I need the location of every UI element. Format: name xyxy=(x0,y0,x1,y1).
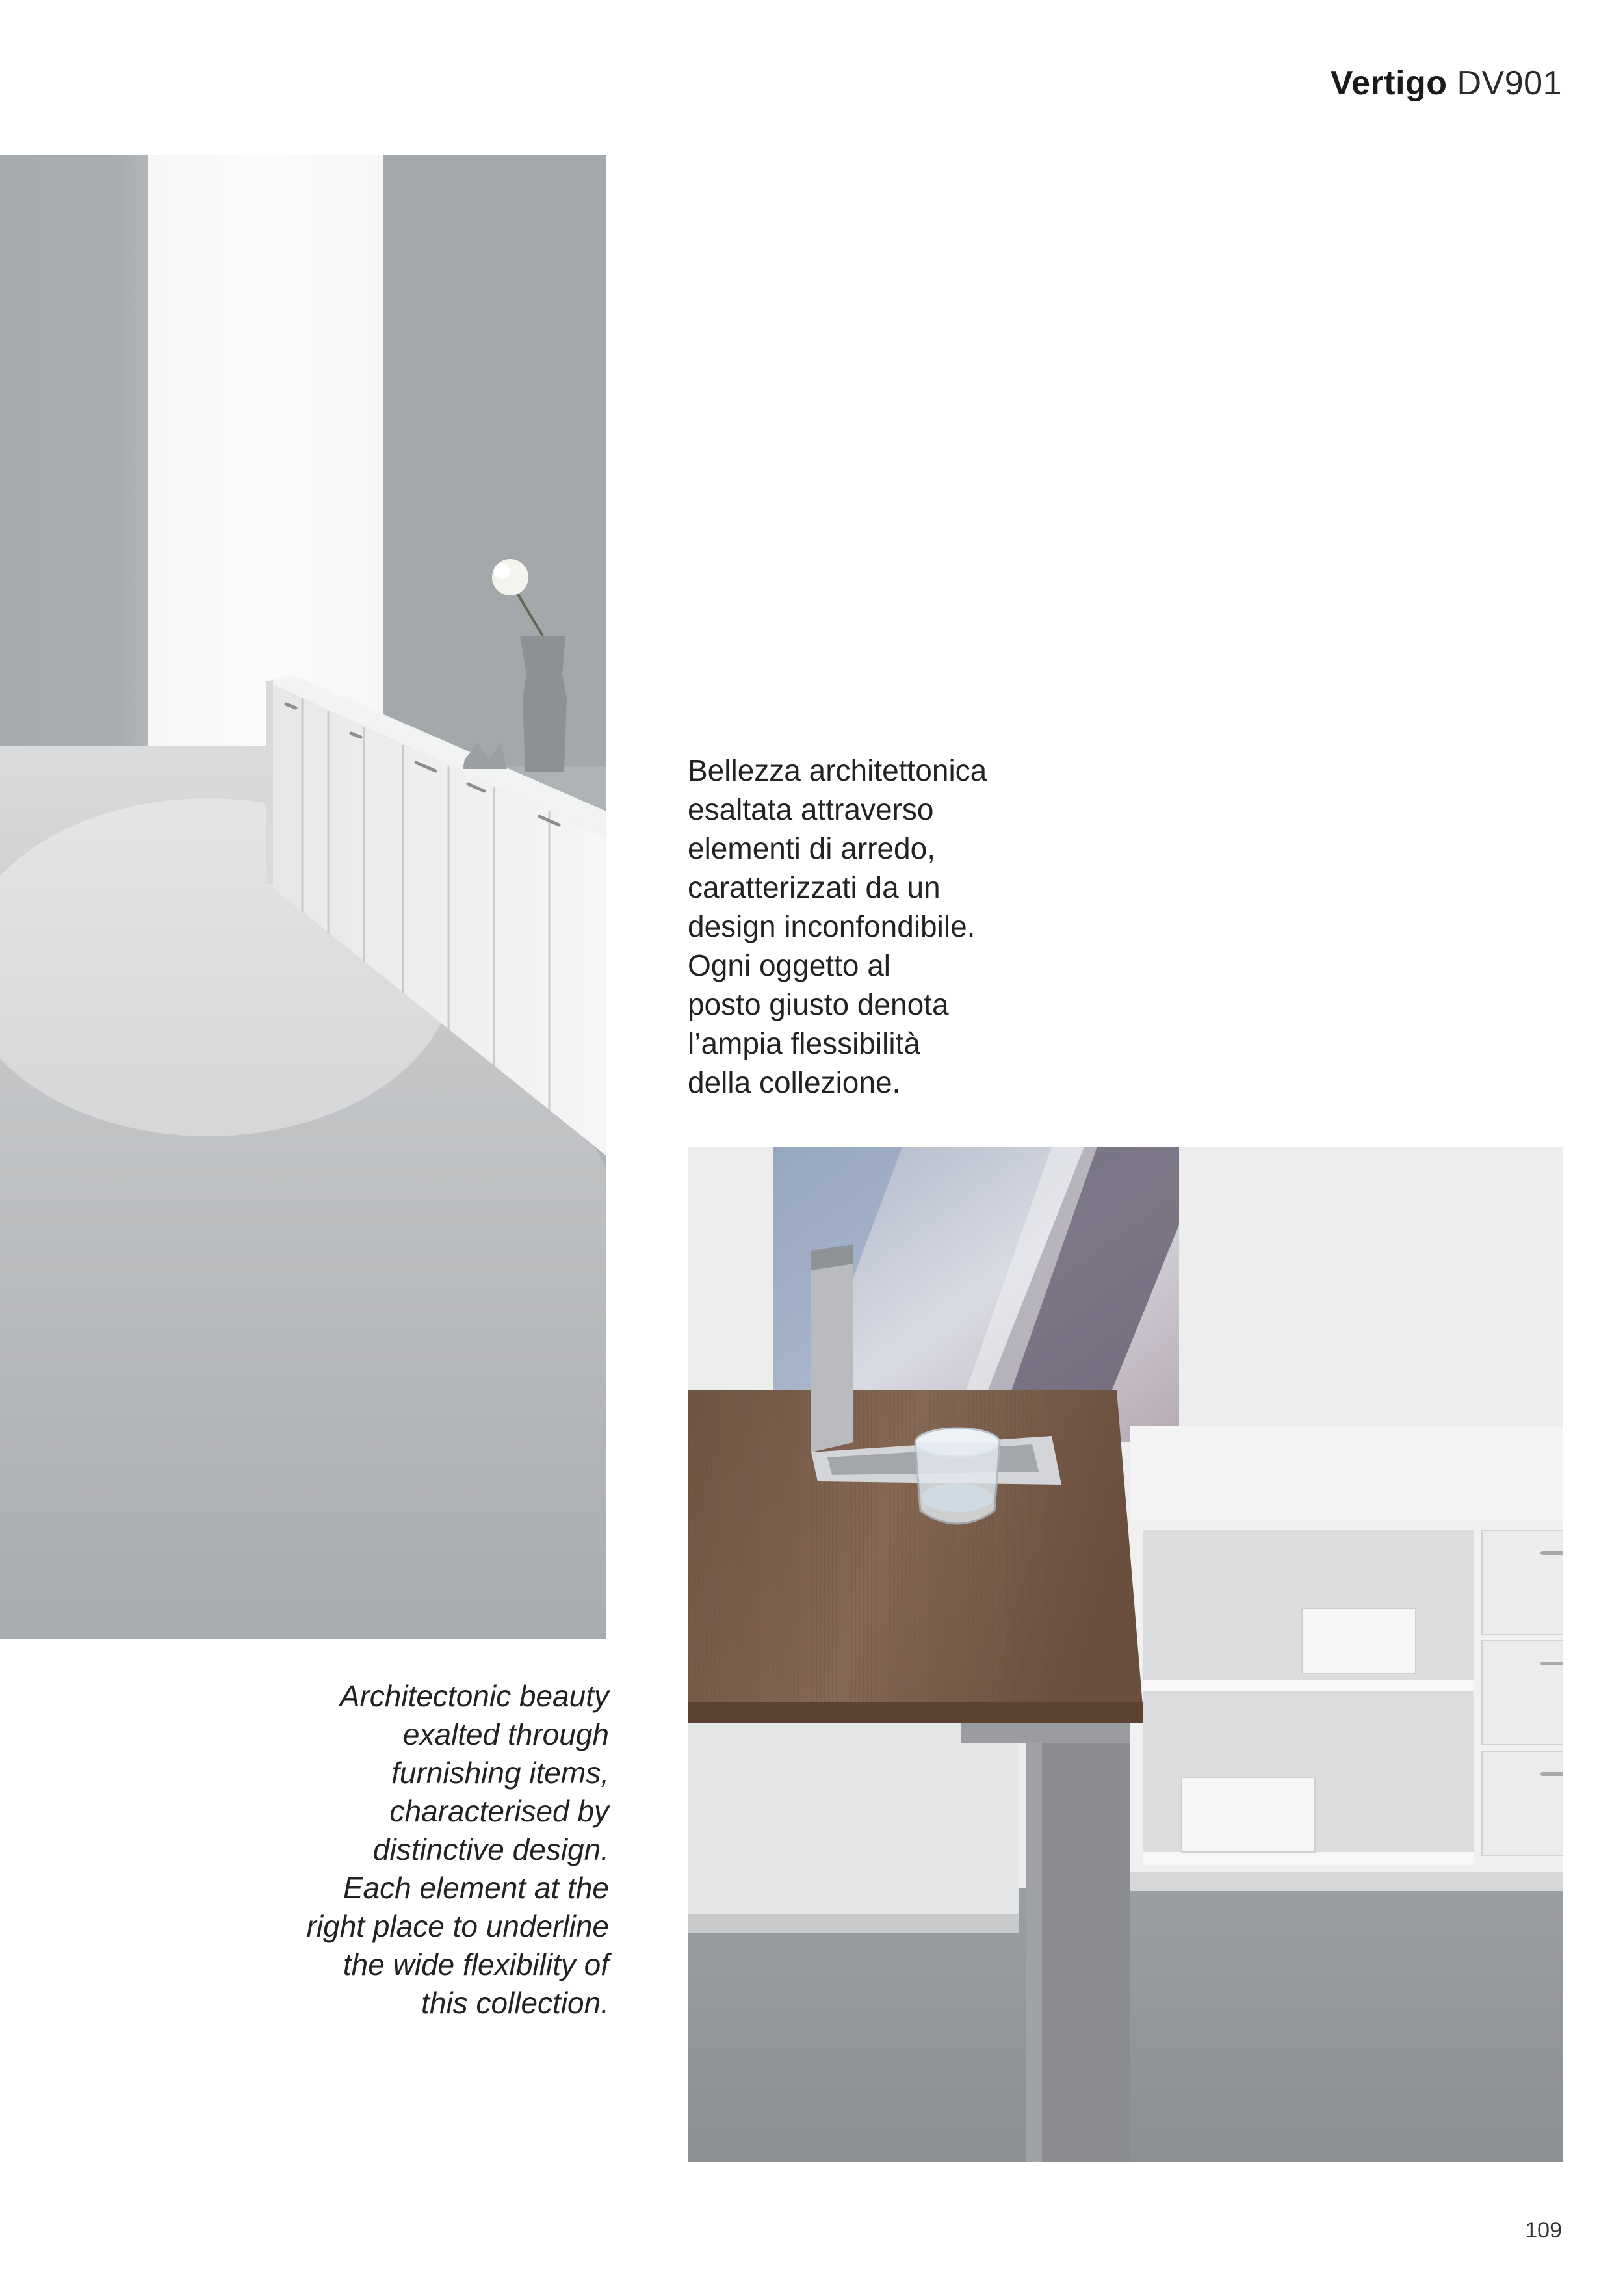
text-line: furnishing items, xyxy=(391,1756,609,1790)
text-line: l’ampia flessibilità xyxy=(688,1026,920,1060)
page-number: 109 xyxy=(1525,2218,1562,2243)
collection-brand: Vertigo xyxy=(1330,64,1448,102)
text-line: elementi di arredo, xyxy=(688,831,935,865)
text-line: caratterizzati da un xyxy=(688,870,941,904)
text-line: design inconfondibile. xyxy=(688,909,976,943)
text-line: this collection. xyxy=(421,1986,609,2020)
text-line: esaltata attraverso xyxy=(688,792,934,826)
text-line: posto giusto denota xyxy=(688,987,949,1021)
sideboard-room-photo xyxy=(0,155,606,1639)
description-italian xyxy=(688,751,1104,1102)
description-english xyxy=(193,1677,609,2022)
text-line: exalted through xyxy=(402,1717,609,1751)
collection-model: DV901 xyxy=(1457,64,1562,102)
page-header-title xyxy=(1331,64,1562,103)
text-line: Bellezza architettonica xyxy=(688,753,987,787)
desk-and-cabinet-photo xyxy=(688,1147,1563,2162)
text-line: della collezione. xyxy=(688,1065,901,1099)
text-line: Each element at the xyxy=(343,1871,609,1905)
text-line: the wide flexibility of xyxy=(343,1948,609,1981)
text-line: distinctive design. xyxy=(372,1833,609,1866)
text-line: Architectonic beauty xyxy=(339,1679,609,1713)
text-line: right place to underline xyxy=(306,1909,609,1943)
text-line: characterised by xyxy=(389,1794,609,1828)
text-line: Ogni oggetto al xyxy=(688,948,891,982)
